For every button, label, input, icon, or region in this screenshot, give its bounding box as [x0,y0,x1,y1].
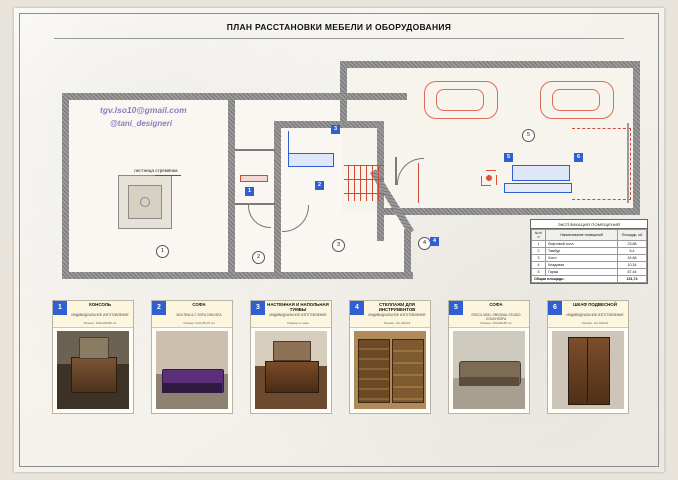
item-tag-3[interactable]: 3 [331,125,340,134]
card-title: СОФА [192,302,206,307]
plant-symbol [482,171,496,185]
tool-racks-line-1 [344,165,384,166]
furniture-sofa-2 [288,153,334,167]
tool-racks-line-3 [344,193,384,194]
row-area: 67,44 [618,269,647,276]
console-photo [57,331,129,409]
table-header-row [532,230,647,241]
page-title: ПЛАН РАССТАНОВКИ МЕБЕЛИ И ОБОРУДОВАНИЯ [226,22,452,32]
room-number-4: 4 [418,237,431,250]
row-name: Гараж [546,269,618,276]
card-badge: 1 [53,301,67,315]
row-area: 23,88 [618,241,647,248]
card-title: СТЕЛЛАЖИ ДЛЯ ИНСТРУМЕНТОВ [378,302,416,312]
car-2-cabin [552,89,600,111]
explication-table [530,219,648,284]
row-number: 3 [532,255,546,262]
furniture-console-line [240,181,266,182]
table-row [532,248,647,255]
row-number: 1 [532,241,546,248]
item-tag-5[interactable]: 5 [504,153,513,162]
card-badge: 3 [251,301,265,315]
watermark-email: tgv.lso10@gmail.com [100,105,187,115]
row-number: 5 [532,269,546,276]
total-value: 131,74 [618,276,647,283]
partition-1 [235,149,275,151]
card-size: Размер: 210х78х78 см [183,321,215,325]
table-row [532,269,647,276]
card-header [152,301,232,328]
card-subtitle: ИНДИВИДУАЛЬНОЕ ИЗГОТОВЛЕНИЕ [269,313,327,317]
wall-mid-top [274,121,384,128]
item-tag-2[interactable]: 2 [315,181,324,190]
item-tag-6[interactable]: 6 [574,153,583,162]
card-title: СОФА [489,302,503,307]
wall-mid-2 [274,121,281,279]
col-area: Площадь, м2 [618,230,647,241]
wall-garage-top [340,61,640,68]
legend-card-1[interactable] [52,300,134,414]
title-divider [54,38,624,39]
door-leaf-3 [395,157,397,185]
card-header [449,301,529,328]
item-tag-4[interactable]: 4 [430,237,439,246]
card-title: ШКАФ ПОДВЕСНОЙ [573,302,617,307]
ladder-leader-line [155,175,181,176]
card-subtitle: ИНДИВИДУАЛЬНОЕ ИЗГОТОВЛЕНИЕ [368,313,426,317]
wall-garage-left [340,61,347,123]
table-row [532,255,647,262]
card-badge: 6 [548,301,562,315]
item-tag-1[interactable]: 1 [245,187,254,196]
row-area: 5,4 [618,248,647,255]
card-size: Размер: 150х400х80 см [83,321,117,325]
card-header [350,301,430,328]
card-subtitle: ERCOL MOD. ORIGINAL STUDIO COUCHSOFA [471,313,521,321]
lift-center-mark [140,197,150,207]
room-number-3: 3 [332,239,345,252]
card-title: НАСТЕННАЯ И НАПОЛЬНАЯ ТУМБЫ [267,302,329,312]
furniture-sofa-5 [512,165,570,181]
wall-garage-bottom [384,208,640,215]
wall-left [62,93,69,279]
table-row [532,241,647,248]
furniture-wall-cabinet [504,183,572,193]
cabinets-photo [255,331,327,409]
wall-mid-4 [404,229,411,279]
card-header [251,301,331,328]
ladder-label: лестница стремянка [134,168,178,173]
row-area: 24,68 [618,255,647,262]
col-name: Наименование помещений [546,230,618,241]
card-title: КОНСОЛЬ [89,302,111,307]
card-size: Размер: НА ЗАКАЗ [581,321,609,325]
room-number-1: 1 [156,245,169,258]
wall-cabinet-photo [552,331,624,409]
leader-2 [288,131,289,155]
card-badge: 2 [152,301,166,315]
row-number: 4 [532,262,546,269]
card-subtitle: ИНДИВИДУАЛЬНОЕ ИЗГОТОВЛЕНИЕ [566,313,624,317]
row-number: 2 [532,248,546,255]
explication-caption: ЭКСПЛИКАЦИЯ ПОМЕЩЕНИЙ [531,220,647,229]
table-row [532,262,647,269]
legend-card-4[interactable] [349,300,431,414]
card-header [53,301,133,328]
sofa-ercol-photo [453,331,525,409]
wall-mid-1 [228,93,235,279]
row-name: Холл [546,255,618,262]
col-number: № п/п [532,230,546,241]
sofa-chelsea-photo [156,331,228,409]
table-total-row [532,276,647,283]
wall-bottom-left [62,272,270,279]
legend-card-6[interactable] [547,300,629,414]
card-badge: 4 [350,301,364,315]
floor-plan [52,53,643,293]
total-label: Общая площадь: [532,276,618,283]
wall-bottom-mid [263,272,413,279]
leader-4 [418,163,419,203]
row-name: Лифтовой холл [546,241,618,248]
legend-card-5[interactable] [448,300,530,414]
legend-card-2[interactable] [151,300,233,414]
row-name: Кладовая [546,262,618,269]
tool-racks-photo [354,331,426,409]
card-header [548,301,628,328]
watermark-instagram: @tani_designeri [110,119,173,128]
wall-garage-right [633,61,640,213]
card-size: Размер: 200х80х85 см [480,321,512,325]
card-subtitle: ИНДИВИДУАЛЬНОЕ ИЗГОТОВЛЕНИЕ [71,313,129,317]
row-name: Тамбур [546,248,618,255]
legend-card-3[interactable] [250,300,332,414]
card-subtitle: MOLTENI & C SOFA CHELSEA [176,313,222,317]
card-size: Размер по зака [287,321,309,325]
tool-racks-line-2 [344,179,384,180]
furniture-tool-racks [348,165,382,201]
garage-door-leaf [627,123,629,203]
furniture-legend [52,300,630,420]
room-number-2: 2 [252,251,265,264]
room-number-5: 5 [522,129,535,142]
drawing-sheet [14,8,664,472]
car-1-cabin [436,89,484,111]
card-badge: 5 [449,301,463,315]
row-area: 10,34 [618,262,647,269]
garage-door-swing [572,128,631,200]
card-size: Размер: НА ЗАКАЗ [383,321,411,325]
